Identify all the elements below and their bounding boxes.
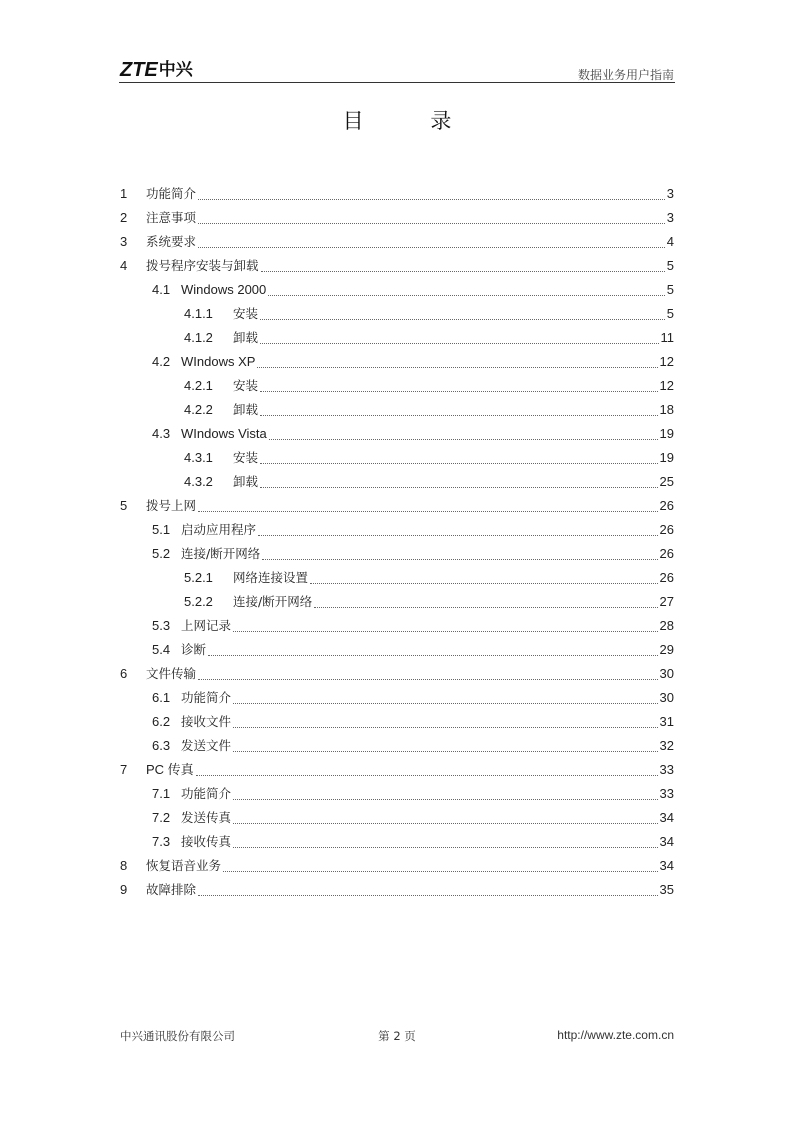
toc-dot-leader — [258, 535, 658, 536]
toc-entry-page: 30 — [659, 690, 674, 705]
toc-entry-page: 4 — [666, 234, 674, 249]
toc-dot-leader — [208, 655, 658, 656]
toc-entry-number: 7.1 — [152, 786, 171, 801]
toc-entry[interactable] — [120, 376, 674, 396]
toc-entry-title: 文件传输 — [146, 666, 197, 681]
toc-entry-title: 卸载 — [233, 402, 259, 417]
toc-entry-title: 功能简介 — [146, 186, 197, 201]
toc-dot-leader — [233, 823, 658, 824]
toc-entry-number: 6 — [120, 666, 128, 681]
toc-entry-page: 33 — [659, 786, 674, 801]
toc-entry[interactable] — [120, 304, 674, 324]
toc-entry-number: 4.2 — [152, 354, 171, 369]
toc-entry-title: 连接/断开网络 — [181, 546, 261, 561]
toc-dot-leader — [198, 511, 658, 512]
toc-entry-number: 4.1.2 — [184, 330, 213, 345]
toc-entry-number: 5.1 — [152, 522, 171, 537]
toc-entry[interactable] — [120, 880, 674, 900]
toc-dot-leader — [198, 247, 665, 248]
toc-entry-title: 接收传真 — [181, 834, 232, 849]
toc-entry-title: 安装 — [233, 450, 259, 465]
toc-entry-page: 26 — [659, 546, 674, 561]
toc-entry[interactable] — [120, 592, 674, 612]
toc-entry[interactable] — [120, 640, 674, 660]
toc-entry-page: 34 — [659, 858, 674, 873]
toc-entry-title: 卸载 — [233, 474, 259, 489]
toc-entry-number: 5 — [120, 498, 128, 513]
toc-entry[interactable] — [120, 472, 674, 492]
toc-entry-page: 5 — [666, 258, 674, 273]
toc-dot-leader — [261, 271, 665, 272]
toc-entry-page: 19 — [659, 450, 674, 465]
toc-entry-title: 系统要求 — [146, 234, 197, 249]
toc-entry-number: 6.3 — [152, 738, 171, 753]
toc-entry-page: 35 — [659, 882, 674, 897]
toc-dot-leader — [260, 487, 658, 488]
toc-entry-number: 2 — [120, 210, 128, 225]
toc-dot-leader — [198, 895, 658, 896]
toc-entry-title: 功能简介 — [181, 690, 232, 705]
toc-entry-number: 7 — [120, 762, 128, 777]
toc-entry-title: WIndows Vista — [181, 426, 267, 441]
header-title: 数据业务用户指南 — [577, 68, 674, 82]
footer-url[interactable]: http://www.zte.com.cn — [557, 1028, 674, 1042]
toc-entry-number: 3 — [120, 234, 128, 249]
toc-entry[interactable] — [120, 688, 674, 708]
toc-entry[interactable] — [120, 352, 674, 372]
toc-entry-number: 6.2 — [152, 714, 171, 729]
toc-entry-number: 7.3 — [152, 834, 171, 849]
toc-entry-number: 4.2.1 — [184, 378, 213, 393]
page-heading: 目 录 — [342, 109, 482, 133]
toc-entry-page: 26 — [659, 522, 674, 537]
toc-entry-title: 启动应用程序 — [181, 522, 257, 537]
toc-entry[interactable] — [120, 520, 674, 540]
toc-dot-leader — [260, 391, 658, 392]
toc-entry-page: 12 — [659, 378, 674, 393]
toc-entry-page: 11 — [660, 330, 674, 345]
toc-entry-title: 拨号程序安装与卸载 — [146, 258, 259, 273]
toc-dot-leader — [233, 703, 658, 704]
toc-entry-title: 发送文件 — [181, 738, 232, 753]
toc-entry-page: 19 — [659, 426, 674, 441]
toc-dot-leader — [260, 319, 665, 320]
header-rule — [119, 82, 675, 83]
toc-entry-page: 34 — [659, 834, 674, 849]
toc-entry-page: 18 — [659, 402, 674, 417]
toc-entry-page: 28 — [659, 618, 674, 633]
toc-entry-title: 网络连接设置 — [233, 570, 309, 585]
toc-entry-page: 31 — [659, 714, 674, 729]
zte-logo — [120, 56, 193, 80]
toc-entry-number: 5.4 — [152, 642, 171, 657]
toc-dot-leader — [233, 727, 658, 728]
toc-dot-leader — [260, 343, 658, 344]
toc-entry[interactable] — [120, 208, 674, 228]
toc-entry-number: 1 — [120, 186, 128, 201]
toc-entry[interactable] — [120, 232, 674, 252]
toc-entry-title: 卸载 — [233, 330, 259, 345]
toc-dot-leader — [262, 559, 657, 560]
toc-entry-page: 5 — [666, 282, 674, 297]
toc-dot-leader — [233, 799, 658, 800]
toc-entry-number: 6.1 — [152, 690, 171, 705]
toc-entry-title: 拨号上网 — [146, 498, 197, 513]
toc-entry-title: PC 传真 — [146, 762, 194, 777]
toc-entry-number: 4.1.1 — [184, 306, 213, 321]
toc-entry[interactable] — [120, 568, 674, 588]
toc-entry-title: 故障排除 — [146, 882, 197, 897]
toc-entry-number: 4 — [120, 258, 128, 273]
toc-entry-title: 注意事项 — [146, 210, 197, 225]
toc-dot-leader — [260, 415, 658, 416]
toc-entry-title: 功能简介 — [181, 786, 232, 801]
toc-entry[interactable] — [120, 184, 674, 204]
toc-entry-number: 5.3 — [152, 618, 171, 633]
toc-entry[interactable] — [120, 496, 674, 516]
toc-dot-leader — [310, 583, 658, 584]
toc-entry-number: 5.2.1 — [184, 570, 213, 585]
toc-entry-page: 34 — [659, 810, 674, 825]
toc-entry[interactable] — [120, 328, 674, 348]
toc-entry-number: 4.2.2 — [184, 402, 213, 417]
toc-dot-leader — [198, 679, 658, 680]
logo-latin-text: ZTE — [120, 59, 158, 81]
toc-entry[interactable] — [120, 712, 674, 732]
toc-entry-number: 8 — [120, 858, 128, 873]
toc-entry-page: 5 — [666, 306, 674, 321]
toc-entry-title: 安装 — [233, 306, 259, 321]
toc-entry-title: 恢复语音业务 — [146, 858, 222, 873]
logo-chinese-text: 中兴 — [158, 60, 193, 80]
toc-dot-leader — [260, 463, 658, 464]
toc-entry-title: 连接/断开网络 — [233, 594, 313, 609]
toc-entry-title: 发送传真 — [181, 810, 232, 825]
toc-entry[interactable] — [120, 280, 674, 300]
toc-entry[interactable] — [120, 832, 674, 852]
toc-entry-page: 25 — [659, 474, 674, 489]
toc-entry-title: 诊断 — [181, 642, 207, 657]
toc-entry-number: 4.1 — [152, 282, 171, 297]
toc-entry-page: 32 — [659, 738, 674, 753]
toc-dot-leader — [257, 367, 657, 368]
toc-entry-number: 4.3.1 — [184, 450, 213, 465]
toc-entry-title: 安装 — [233, 378, 259, 393]
toc-dot-leader — [223, 871, 658, 872]
toc-entry-title: 接收文件 — [181, 714, 232, 729]
toc-entry-page: 30 — [659, 666, 674, 681]
toc-dot-leader — [233, 631, 658, 632]
toc-entry[interactable] — [120, 400, 674, 420]
toc-dot-leader — [268, 295, 664, 296]
toc-dot-leader — [314, 607, 657, 608]
toc-dot-leader — [233, 751, 658, 752]
toc-entry-title: 上网记录 — [181, 618, 232, 633]
toc-entry-title: WIndows XP — [181, 354, 256, 369]
toc-entry-page: 27 — [659, 594, 674, 609]
toc-entry[interactable] — [120, 544, 674, 564]
toc-entry-page: 29 — [659, 642, 674, 657]
toc-dot-leader — [196, 775, 658, 776]
toc-dot-leader — [269, 439, 658, 440]
toc-entry-page: 12 — [659, 354, 674, 369]
toc-entry-number: 4.3.2 — [184, 474, 213, 489]
toc-entry-number: 5.2.2 — [184, 594, 213, 609]
toc-dot-leader — [233, 847, 658, 848]
toc-dot-leader — [198, 199, 665, 200]
toc-entry-page: 26 — [659, 570, 674, 585]
toc-entry-number: 7.2 — [152, 810, 171, 825]
toc-entry[interactable] — [120, 808, 674, 828]
toc-entry-number: 4.3 — [152, 426, 171, 441]
toc-entry-number: 5.2 — [152, 546, 171, 561]
toc-entry[interactable] — [120, 856, 674, 876]
toc-entry[interactable] — [120, 256, 674, 276]
toc-entry[interactable] — [120, 736, 674, 756]
footer-page-number: 第 2 页 — [378, 1029, 416, 1043]
toc-entry[interactable] — [120, 760, 674, 780]
toc-entry[interactable] — [120, 448, 674, 468]
toc-dot-leader — [198, 223, 665, 224]
toc-entry-page: 26 — [659, 498, 674, 513]
toc-entry[interactable] — [120, 424, 674, 444]
toc-entry-title: Windows 2000 — [181, 282, 267, 297]
toc-entry[interactable] — [120, 616, 674, 636]
toc-entry-page: 3 — [666, 210, 674, 225]
toc-entry-page: 3 — [666, 186, 674, 201]
toc-entry[interactable] — [120, 784, 674, 804]
toc-entry[interactable] — [120, 664, 674, 684]
toc-entry-number: 9 — [120, 882, 128, 897]
toc-entry-page: 33 — [659, 762, 674, 777]
footer-company: 中兴通讯股份有限公司 — [120, 1029, 235, 1043]
